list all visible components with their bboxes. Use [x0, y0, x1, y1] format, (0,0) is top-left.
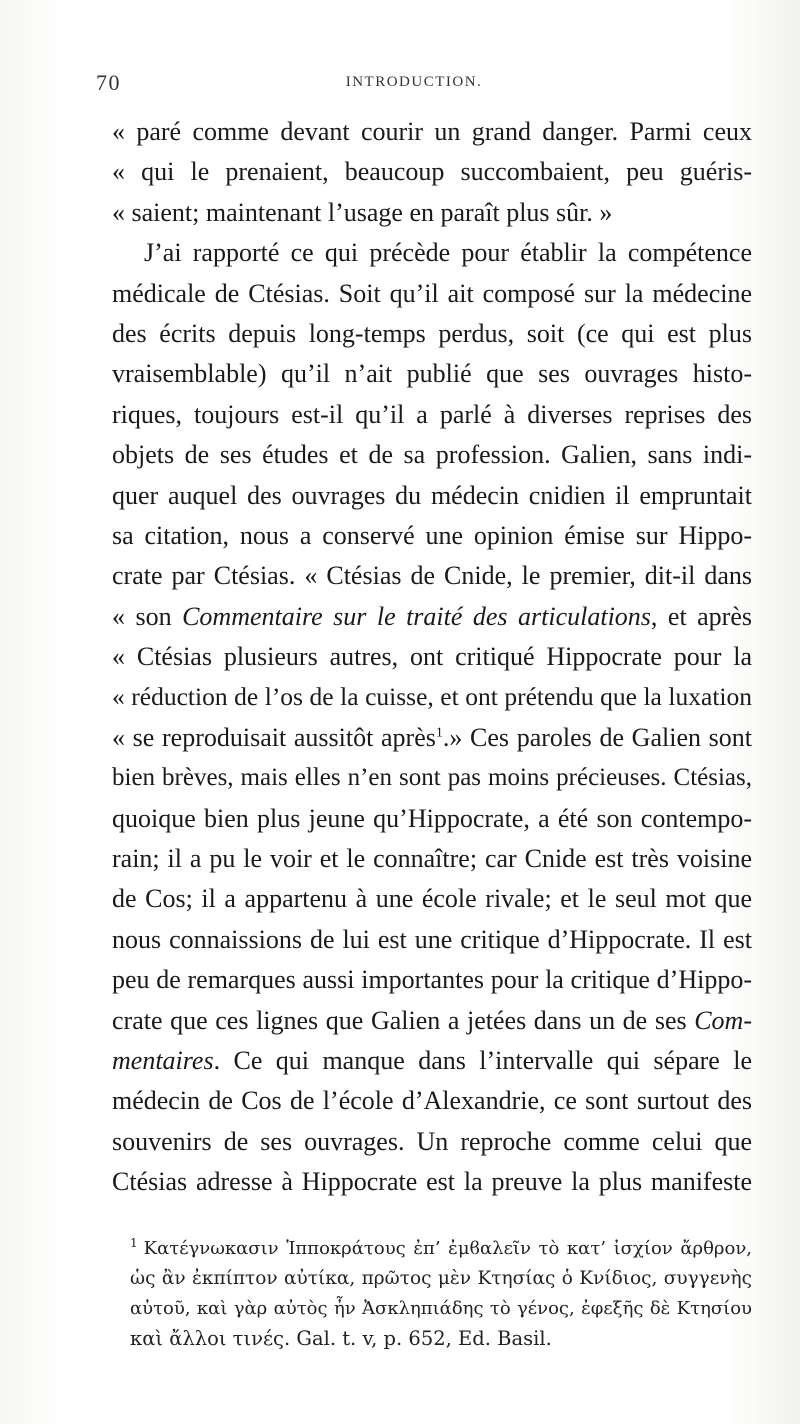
italic-word: Com-: [694, 1005, 752, 1035]
text-line: médecin de Cos de l’école d’Alexandrie, ce sont surtout des: [112, 1086, 752, 1116]
text-line: vraisemblable) qu’il n’ait publié que ses ouvrages histo-: [112, 359, 752, 389]
text-line: riques, toujours est-il qu’il a parlé à diverses reprises des: [112, 399, 752, 429]
text-line: « Ctésias plusieurs autres, ont critiqué Hippocrate pour la: [112, 642, 752, 672]
text-line: de Cos; il a appartenu à une école rivale; et le seul mot que: [112, 884, 752, 914]
text-segment: .» Ces paroles de Galien sont: [442, 722, 753, 752]
text-line: sa citation, nous a conservé une opinion émise sur Hippo-: [112, 520, 752, 550]
text-line-with-title: [112, 597, 752, 637]
text-line-with-italic: [112, 1001, 752, 1041]
body-text: [112, 112, 752, 1203]
text-line: « saient; maintenant l’usage en paraît plus sûr. »: [112, 197, 613, 227]
text-line: bien brèves, mais elles n’en sont pas moins précieuses. Ctésias,: [112, 764, 752, 792]
text-line: rain; il a pu le voir et le connaître; car Cnide est très voisine: [112, 844, 752, 874]
running-title: INTRODUCTION.: [345, 74, 483, 90]
text-line: J’ai rapporté ce qui précède pour établir la compétence: [144, 238, 752, 268]
text-line: peu de remarques aussi importantes pour la critique d’Hippo-: [112, 965, 752, 995]
text-line: « paré comme devant courir un grand danger. Parmi ceux: [112, 117, 752, 146]
text-line: « réduction de l’os de la cuisse, et ont prétendu que la luxation: [112, 682, 752, 712]
text-line: « qui le prenaient, beaucoup succombaient, peu guéris-: [112, 157, 752, 187]
text-line: quoique bien plus jeune qu’Hippocrate, a été son contempo-: [112, 803, 752, 833]
text-line: souvenirs de ses ouvrages. Un reproche comme celui que: [112, 1126, 752, 1156]
text-segment: « son: [112, 601, 183, 631]
footnote-line: ὡς ἂν ἐκπίπτον αὐτίκα, πρῶτος μὲν Κτησίας ὁ Κνίδιος, συγγενὴς: [130, 1268, 752, 1289]
text-segment: . Ce qui manque dans l’intervalle qui sépare le: [213, 1045, 752, 1075]
footnote-line: καὶ ἄλλοι τινές. Gal. t. v, p. 652, Ed. Basil.: [130, 1327, 552, 1350]
footnote-marker: 1: [130, 1236, 138, 1250]
text-segment: « se reproduisait aussitôt après: [112, 722, 436, 752]
text-line: objets de ses études et de sa profession. Galien, sans indi-: [112, 440, 752, 470]
text-line: des écrits depuis long-temps perdus, soit (ce qui est plus: [112, 318, 752, 348]
treatise-title: Commentaire sur le traité des articulations: [182, 601, 651, 631]
footnote-line: [130, 1234, 752, 1264]
text-segment: , et après: [650, 601, 752, 631]
text-line: quer auquel des ouvrages du médecin cnidien il empruntait: [112, 480, 752, 510]
text-line: Ctésias adresse à Hippocrate est la preuve la plus manifeste: [112, 1167, 752, 1197]
text-segment: crate que ces lignes que Galien a jetées dans un de ses: [112, 1005, 695, 1035]
text-line-with-italic: [112, 1041, 752, 1081]
page-header: [96, 70, 732, 98]
footnote-line: αὐτοῦ, καὶ γὰρ αὐτὸς ἦν Ἀσκληπιάδης τὸ γένος, ἐφεξῆς δὲ Κτησίου: [130, 1298, 752, 1319]
text-line: crate par Ctésias. « Ctésias de Cnide, le premier, dit-il dans: [112, 561, 752, 591]
page-number: 70: [96, 70, 121, 95]
text-line: nous connaissions de lui est une critique d’Hippocrate. Il est: [112, 924, 752, 954]
italic-word: mentaires: [112, 1045, 214, 1075]
footnote: [130, 1234, 752, 1354]
text-line: médicale de Ctésias. Soit qu’il ait composé sur la médecine: [112, 278, 752, 308]
footnote-reference: 1: [435, 725, 443, 741]
footnote-text: Κατέγνωκασιν Ἱπποκράτους ἐπ’ ἐμϐαλεῖν τὸ κατ’ ἰσχίον ἄρθρον,: [143, 1238, 752, 1259]
text-line-with-note-ref: [112, 718, 752, 758]
